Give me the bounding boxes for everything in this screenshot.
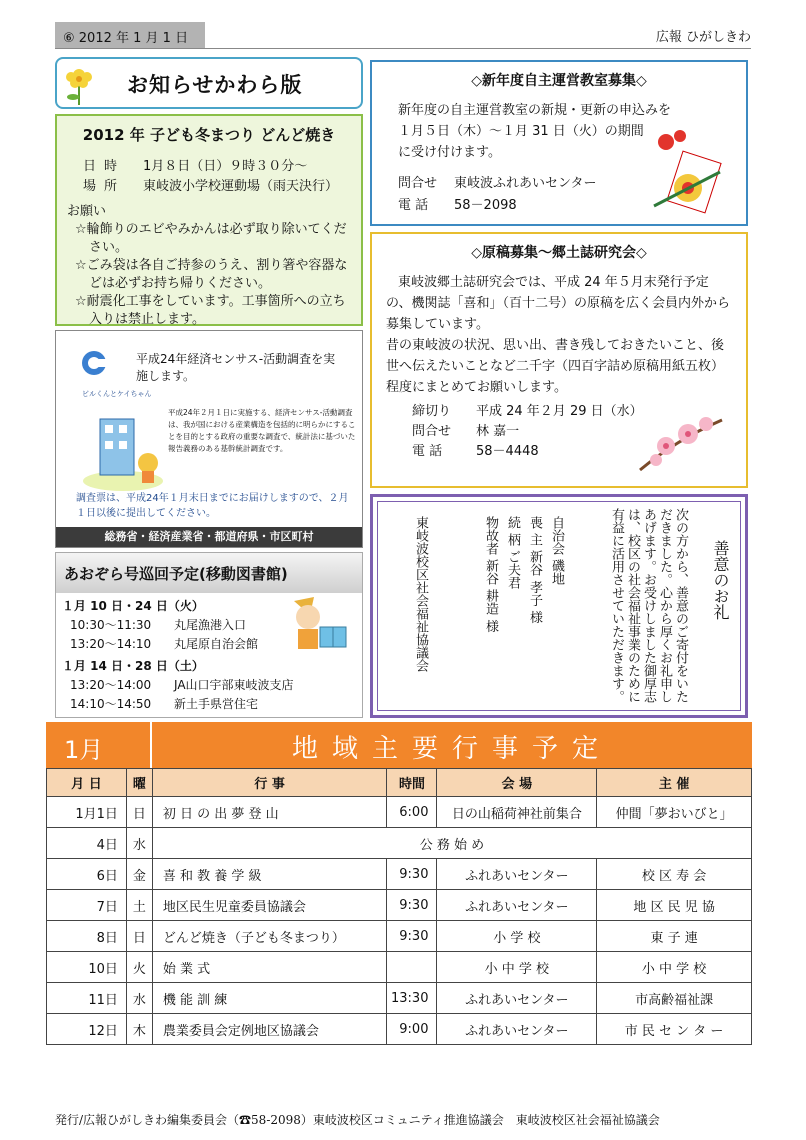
request-item: ☆輪飾りのエビやみかんは必ず取り除いてください。: [75, 222, 347, 255]
event-name: 始 業 式: [152, 952, 387, 983]
event-host: 仲間「夢おいびと」: [597, 797, 752, 828]
table-row: [47, 952, 752, 983]
schedule-time: 13:20～14:10: [70, 637, 152, 651]
row-value: 1月８日（日）９時３０分～: [143, 159, 308, 174]
donor-line: 自治会 磯地: [549, 516, 564, 586]
contact-label: 締切り: [412, 404, 452, 419]
census-character-name: ビルくんとケイちゃん: [82, 390, 152, 398]
mobile-library-section: [55, 552, 363, 718]
table-row: [47, 1014, 752, 1045]
table-row: [47, 890, 752, 921]
schedule-group: [62, 657, 294, 714]
event-date: 4日: [47, 828, 127, 859]
event-day: 水: [126, 828, 152, 859]
request-item: ☆耐震化工事をしています。工事箇所への立ち入りは禁止します。: [75, 294, 346, 327]
schedule-row: [62, 676, 294, 695]
table-row: [47, 983, 752, 1014]
event-day: 日: [126, 797, 152, 828]
publication-name: 広報 ひがしきわ: [655, 30, 751, 45]
table-row: [47, 921, 752, 952]
header-divider: [55, 48, 751, 49]
event-venue: 小 学 校: [437, 921, 597, 952]
column-header: 行 事: [152, 769, 387, 797]
column-header: 主 催: [597, 769, 752, 797]
recruitment-title: ◇新年度自主運営教室募集◇: [471, 73, 647, 89]
event-time: 6:00: [387, 797, 437, 828]
event-time: 9:30: [387, 890, 437, 921]
event-venue: 日の山稲荷神社前集合: [437, 797, 597, 828]
table-row: [47, 797, 752, 828]
column-header: 時間: [387, 769, 437, 797]
donor-line: 物故者 新谷 耕造 様: [483, 516, 498, 633]
donation-thanks-section: [370, 494, 748, 718]
schedule-group: [62, 597, 258, 654]
event-name: どんど焼き（子ども冬まつり）: [152, 921, 387, 952]
plum-blossom-illustration: [636, 400, 726, 480]
thanks-text: 次の方から、善意のご寄付をいただきました。心から厚くお礼申しあげます。お受けしました御厚志は、校区の社会福祉事業のために有益に活用させていただきます。: [609, 508, 688, 703]
recruitment-line: １月５日（木）～１月 31 日（火）の期間: [398, 124, 644, 139]
manuscript-paragraph: 東岐波郷土誌研究会では、平成 24 年５月末発行予定の、機関誌「喜和」（百十二号）の原稿を広く会員内外から募集しています。: [386, 275, 730, 332]
event-time: 9:00: [387, 1014, 437, 1045]
event-time: 9:30: [387, 921, 437, 952]
event-time: 13:30: [387, 983, 437, 1014]
event-venue: ふれあいセンター: [437, 1014, 597, 1045]
event-venue: ふれあいセンター: [437, 859, 597, 890]
event-host: 小 中 学 校: [597, 952, 752, 983]
census-section: [55, 330, 363, 548]
schedule-time: 14:10～14:50: [70, 697, 152, 711]
contact-value: 58－2098: [454, 198, 517, 213]
event-date: 1月1日: [47, 797, 127, 828]
column-header: 曜: [126, 769, 152, 797]
manuscript-text: [386, 272, 732, 398]
event-host: 地 区 民 児 協: [597, 890, 752, 921]
event-date: 8日: [47, 921, 127, 952]
contact-label: 問合せ: [398, 176, 438, 191]
event-name: 機 能 訓 練: [152, 983, 387, 1014]
requests-title: お願い: [67, 204, 107, 219]
schedule-place: 新土手県営住宅: [174, 697, 259, 711]
donor-line: 続 柄 ご夫君: [505, 516, 520, 590]
festival-requests: [67, 203, 351, 329]
event-name: 喜 和 教 養 学 級: [152, 859, 387, 890]
contact-value: 東岐波ふれあいセンター: [454, 176, 597, 191]
events-table: [46, 768, 752, 1045]
table-row: [47, 828, 752, 859]
festival-date-row: [83, 157, 351, 177]
new-year-decoration-illustration: [644, 128, 730, 220]
schedule-place: 丸尾漁港入口: [174, 618, 247, 632]
event-name: 初 日 の 出 夢 登 山: [152, 797, 387, 828]
event-venue: ふれあいセンター: [437, 983, 597, 1014]
schedule-time: 13:20～14:00: [70, 678, 152, 692]
events-section: [46, 722, 752, 1045]
thanks-organization: 東岐波校区社会福祉協議会: [413, 516, 428, 672]
event-host: 市 民 セ ン タ ー: [597, 1014, 752, 1045]
schedule-place: JA山口宇部東岐波支店: [174, 678, 294, 692]
column-header: 月 日: [47, 769, 127, 797]
schedule-row: [62, 695, 294, 714]
contact-label: 電 話: [398, 198, 429, 213]
schedule-date: １月 14 日・28 日（土）: [62, 659, 204, 673]
mobile-library-title: あおぞら号巡回予定(移動図書館): [56, 553, 362, 593]
publisher-footer: 発行/広報ひがしきわ編集委員会（☎58-2098）東岐波校区コミュニティ推進協議会 東岐波校区社会福祉協議会: [55, 1113, 660, 1127]
event-name: 公 務 始 め: [152, 828, 751, 859]
schedule-row: [62, 635, 258, 654]
event-time: 9:30: [387, 859, 437, 890]
event-day: 金: [126, 859, 152, 890]
event-day: 火: [126, 952, 152, 983]
recruitment-line: に受け付けます。: [398, 145, 501, 160]
events-month: 1月: [46, 722, 152, 768]
census-organizers: 総務省・経済産業省・都道府県・市区町村: [56, 527, 362, 547]
row-value: 東岐波小学校運動場（雨天決行）: [143, 179, 339, 194]
census-body: 平成24年２月１日に実施する、経済センサス‐活動調査は、我が国における産業構造を包括的に明らかにすることを目的とする政府の重要な調査で、統計法に基づいた報告義務のある基幹統計調査です。: [168, 408, 356, 453]
festival-title: 2012 年 子ども冬まつり どんど焼き: [82, 126, 336, 144]
table-header-row: [47, 769, 752, 797]
event-date: 11日: [47, 983, 127, 1014]
event-day: 土: [126, 890, 152, 921]
table-row: [47, 859, 752, 890]
manuscript-title: ◇原稿募集～郷土誌研究会◇: [471, 245, 647, 261]
event-name: 地区民生児童委員協議会: [152, 890, 387, 921]
schedule-place: 丸尾原自治会館: [174, 637, 259, 651]
schedule-time: 10:30～11:30: [70, 618, 152, 632]
festival-section: [55, 114, 363, 326]
event-host: 東 子 連: [597, 921, 752, 952]
contact-label: 電 話: [412, 444, 443, 459]
donor-line: 喪 主 新谷 孝子 様: [527, 516, 542, 624]
festival-place-row: [83, 177, 351, 197]
event-day: 水: [126, 983, 152, 1014]
census-logo-icon: [80, 349, 108, 377]
column-header: 会 場: [437, 769, 597, 797]
manuscript-paragraph: 昔の東岐波の状況、思い出、書き残しておきたいこと、後世へ伝えたいことなど二千字（四百字詰め原稿用紙五枚）程度にまとめてお願いします。: [386, 338, 725, 395]
event-date: 12日: [47, 1014, 127, 1045]
contact-value: 林 嘉一: [476, 424, 520, 439]
event-host: 校 区 寿 会: [597, 859, 752, 890]
class-recruitment-section: [370, 60, 748, 226]
schedule-row: [62, 616, 258, 635]
event-venue: 小 中 学 校: [437, 952, 597, 983]
event-date: 10日: [47, 952, 127, 983]
event-time: [387, 952, 437, 983]
events-title: 地域主要行事予定: [291, 734, 612, 764]
census-heading: 平成24年経済センサス‐活動調査を実施します。: [136, 352, 336, 383]
notice-title: お知らせかわら版: [127, 73, 303, 97]
thanks-inner-frame: [377, 501, 741, 711]
page-date: ⑥ 2012 年 1 月 1 日: [55, 22, 205, 48]
contact-value: 58－4448: [476, 444, 539, 459]
contact-label: 問合せ: [412, 424, 452, 439]
event-day: 木: [126, 1014, 152, 1045]
thanks-title: 善意のお礼: [711, 540, 730, 620]
contact-value: 平成 24 年２月 29 日（水）: [476, 404, 643, 419]
events-header: [46, 722, 752, 768]
reading-child-illustration: [286, 597, 352, 657]
event-date: 6日: [47, 859, 127, 890]
row-label: 日時: [83, 159, 126, 174]
event-day: 日: [126, 921, 152, 952]
census-note: 調査票は、平成24年１月末日までにお届けしますので、２月１日以後に提出してください。: [76, 493, 349, 519]
event-venue: ふれあいセンター: [437, 890, 597, 921]
event-date: 7日: [47, 890, 127, 921]
event-host: 市高齢福祉課: [597, 983, 752, 1014]
event-name: 農業委員会定例地区協議会: [152, 1014, 387, 1045]
recruitment-line: 新年度の自主運営教室の新規・更新の申込みを: [398, 103, 672, 118]
manuscript-recruitment-section: [370, 232, 748, 488]
row-label: 場所: [83, 179, 126, 194]
request-item: ☆ごみ袋は各自ご持参のうえ、割り箸や容器などは必ずお持ち帰りください。: [75, 258, 348, 291]
schedule-date: １月 10 日・24 日（火）: [62, 599, 204, 613]
flower-icon: [61, 61, 97, 105]
notice-title-box: [55, 57, 363, 109]
